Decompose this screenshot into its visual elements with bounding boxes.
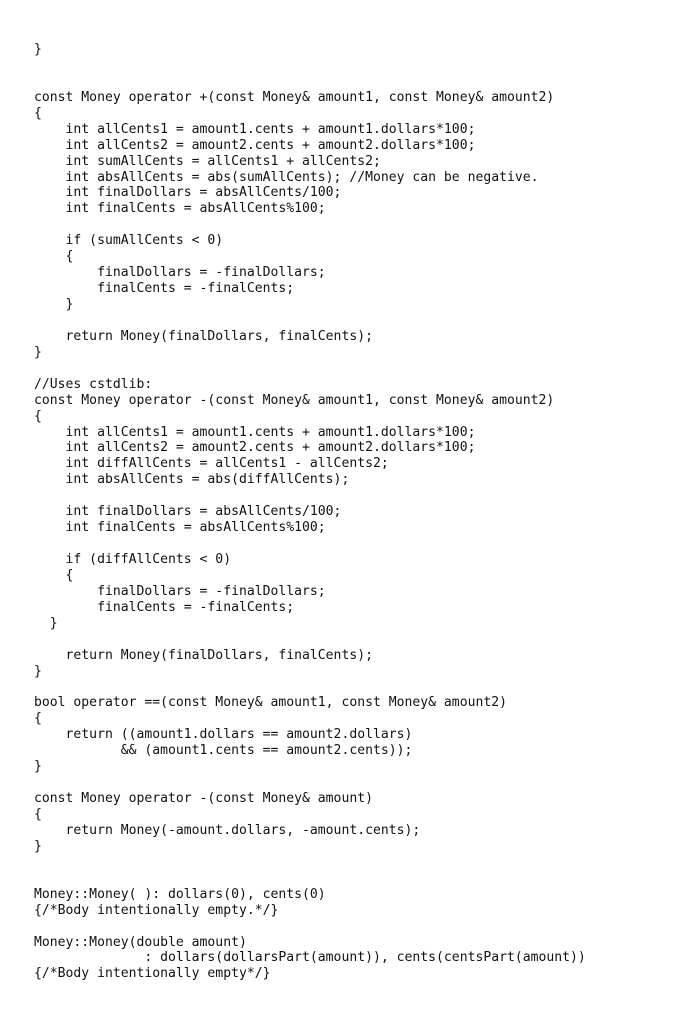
code-line: && (amount1.cents == amount2.cents));: [34, 743, 413, 759]
code-line: [34, 680, 674, 696]
code-line: [34, 855, 674, 871]
code-line: [34, 871, 674, 887]
code-line: }: [34, 663, 42, 679]
code-line: Money::Money( ): dollars(0), cents(0): [34, 886, 326, 902]
code-line: finalDollars = -finalDollars;: [34, 265, 326, 281]
code-line: }: [34, 838, 42, 854]
code-line: int absAllCents = abs(sumAllCents); //Money can be negative.: [34, 169, 539, 185]
code-line: {: [34, 105, 42, 121]
code-line: {: [34, 408, 42, 424]
code-line: finalCents = -finalCents;: [34, 281, 295, 297]
code-line: const Money operator -(const Money& amount): [34, 791, 373, 807]
code-line: int absAllCents = abs(diffAllCents);: [34, 472, 350, 488]
code-line: [34, 361, 674, 377]
code-line: return Money(-amount.dollars, -amount.cents);: [34, 822, 421, 838]
code-line: [34, 536, 674, 552]
code-line: finalDollars = -finalDollars;: [34, 583, 326, 599]
code-line: const Money operator -(const Money& amount1, const Money& amount2): [34, 392, 555, 408]
code-line: Money::Money(double amount): [34, 934, 247, 950]
code-line: [34, 632, 674, 648]
code-line: int allCents2 = amount2.cents + amount2.dollars*100;: [34, 440, 476, 456]
code-line: [34, 58, 674, 74]
code-line: if (diffAllCents < 0): [34, 552, 232, 567]
code-line: int sumAllCents = allCents1 + allCents2;: [34, 153, 381, 169]
code-line: bool operator ==(const Money& amount1, const Money& amount2): [34, 695, 507, 711]
code-line: return Money(finalDollars, finalCents);: [34, 647, 373, 663]
code-line: const Money operator +(const Money& amount1, const Money& amount2): [34, 89, 555, 105]
code-line: {: [34, 249, 74, 265]
code-line: int allCents1 = amount1.cents + amount1.dollars*100;: [34, 424, 476, 440]
code-line: int finalDollars = absAllCents/100;: [34, 185, 342, 201]
code-line: {: [34, 807, 42, 822]
code-line: int diffAllCents = allCents1 - allCents2;: [34, 456, 389, 472]
code-line: finalCents = -finalCents;: [34, 599, 295, 615]
code-line: int finalCents = absAllCents%100;: [34, 201, 326, 217]
code-line: int finalDollars = absAllCents/100;: [34, 504, 342, 520]
code-line: [34, 217, 674, 233]
code-line: return Money(finalDollars, finalCents);: [34, 328, 373, 344]
code-line: }: [34, 759, 42, 775]
code-line: int allCents2 = amount2.cents + amount2.dollars*100;: [34, 137, 476, 153]
code-line: }: [34, 344, 42, 360]
code-line: [34, 919, 674, 935]
code-line: }: [34, 297, 74, 312]
code-line: [34, 775, 674, 791]
code-line: return ((amount1.dollars == amount2.dollars): [34, 727, 413, 743]
code-listing: [34, 42, 674, 982]
code-line: {/*Body intentionally empty*/}: [34, 966, 271, 982]
code-line: {: [34, 567, 74, 583]
code-line: {/*Body intentionally empty.*/}: [34, 902, 279, 918]
code-line: {: [34, 711, 42, 727]
code-line: if (sumAllCents < 0): [34, 233, 224, 249]
code-line: : dollars(dollarsPart(amount)), cents(centsPart(amount)): [34, 950, 586, 966]
code-line: [34, 488, 674, 504]
code-line: }: [34, 615, 58, 631]
code-line: int finalCents = absAllCents%100;: [34, 520, 326, 536]
code-line: [34, 74, 674, 90]
code-line: }: [34, 42, 42, 57]
code-line: int allCents1 = amount1.cents + amount1.dollars*100;: [34, 121, 476, 137]
code-line: [34, 313, 674, 329]
code-line: //Uses cstdlib:: [34, 376, 153, 392]
